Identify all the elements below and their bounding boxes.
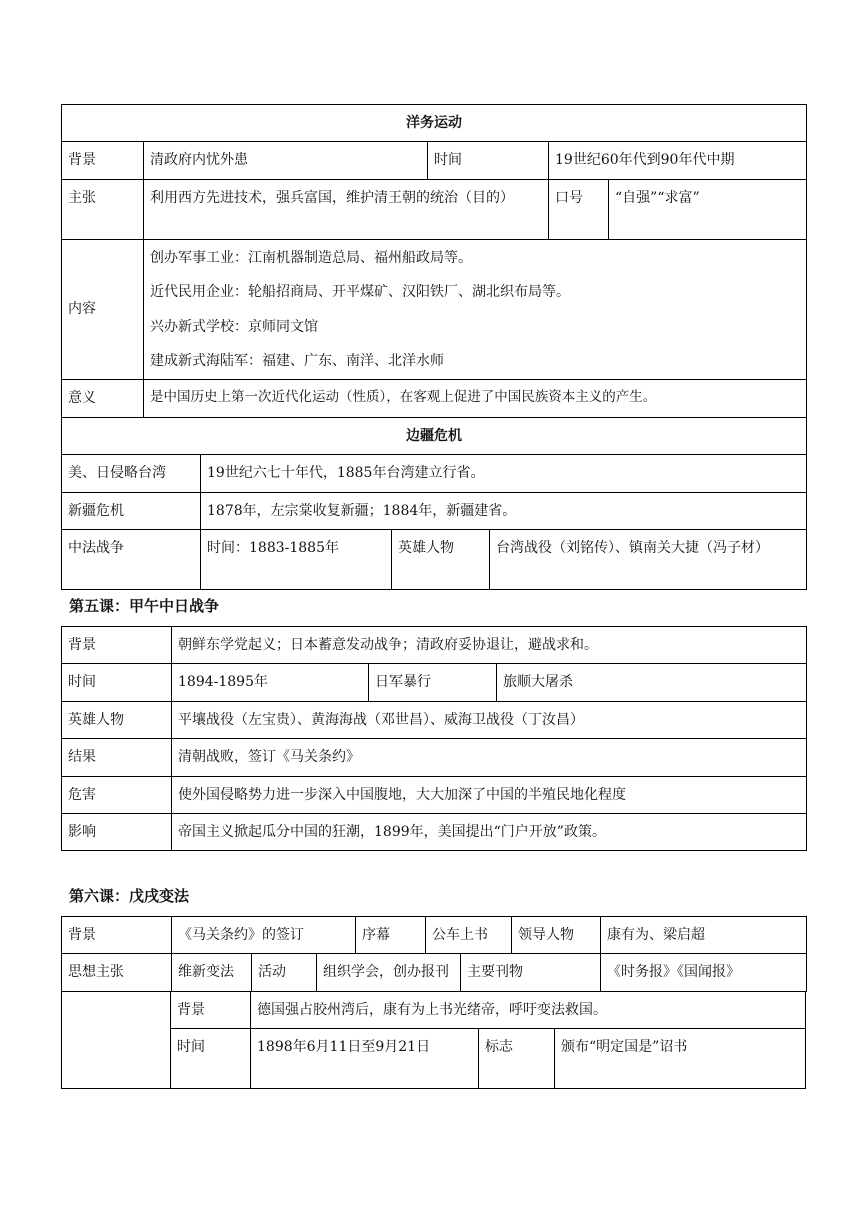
label-cell: 背景 (171, 991, 251, 1028)
lesson6-heading: 第六课：戊戌变法 (69, 887, 190, 905)
content-item: 建成新式海陆军：福建、广东、南洋、北洋水师 (150, 352, 444, 369)
label-cell: 领导人物 (512, 917, 601, 954)
lesson6-subtable-wrap (61, 991, 806, 1089)
label-cell: 时间 (62, 664, 172, 701)
value-cell: 是中国历史上第一次近代化运动（性质），在客观上促进了中国民族资本主义的产生。 (144, 380, 807, 417)
content-cell (144, 239, 807, 380)
value-cell: 清朝战败，签订《马关条约》 (172, 739, 807, 776)
value-cell: 旅顺大屠杀 (497, 664, 807, 701)
lesson5-table-block (61, 626, 806, 851)
label-cell: 意义 (62, 380, 144, 417)
value-cell: 《马关条约》的签订 (172, 917, 356, 954)
label-cell: 背景 (62, 142, 144, 179)
value-cell: 公车上书 (426, 917, 512, 954)
value-cell: 1898年6月11日至9月21日 (251, 1029, 479, 1089)
value-cell: 1878年，左宗棠收复新疆；1884年，新疆建省。 (201, 492, 807, 529)
yangwu-table (61, 104, 807, 455)
label-cell: 序幕 (356, 917, 426, 954)
label-cell: 危害 (62, 776, 172, 813)
value-cell: 19世纪六七十年代，1885年台湾建立行省。 (201, 455, 807, 492)
lesson6-table-block (61, 916, 806, 1089)
label-cell: 日军暴行 (369, 664, 497, 701)
value-cell: 台湾战役（刘铭传）、镇南关大捷（冯子材） (490, 529, 807, 589)
label-cell: 影响 (62, 813, 172, 850)
value-cell: 使外国侵略势力进一步深入中国腹地，大大加深了中国的半殖民地化程度 (172, 776, 807, 813)
lesson6-empty-cell (61, 991, 170, 1089)
label-cell: 美、日侵略台湾 (62, 455, 201, 492)
label-cell: 背景 (62, 917, 172, 954)
label-cell: 口号 (549, 179, 609, 239)
label-cell: 主要刊物 (461, 954, 601, 991)
value-cell: 清政府内忧外患 (144, 142, 428, 179)
content-item: 近代民用企业：轮船招商局、开平煤矿、汉阳铁厂、湖北织布局等。 (150, 284, 570, 301)
value-cell: 《时务报》《国闻报》 (601, 954, 807, 991)
label-cell: 时间 (171, 1029, 251, 1089)
label-cell: 内容 (62, 239, 144, 380)
lesson5-heading: 第五课：甲午中日战争 (69, 597, 220, 615)
label-cell: 中法战争 (62, 529, 201, 589)
value-cell: 帝国主义掀起瓜分中国的狂潮，1899年，美国提出“门户开放”政策。 (172, 813, 807, 850)
label-cell: 英雄人物 (62, 701, 172, 738)
label-cell: 主张 (62, 179, 144, 239)
value-cell: 组织学会，创办报刊 (317, 954, 461, 991)
value-cell: 维新变法 (172, 954, 252, 991)
content-item: 兴办新式学校：京师同文馆 (150, 318, 318, 335)
label-cell: 思想主张 (62, 954, 172, 991)
label-cell: 背景 (62, 627, 172, 664)
label-cell: 时间 (428, 142, 549, 179)
label-cell: 活动 (252, 954, 317, 991)
lesson5-table (61, 626, 807, 851)
value-cell: 颁布“明定国是”诏书 (555, 1029, 806, 1089)
border-table (61, 454, 807, 590)
lesson6-subtable (170, 991, 806, 1089)
value-cell: 19世纪60年代到90年代中期 (549, 142, 807, 179)
value-cell: 康有为、梁启超 (601, 917, 807, 954)
lesson6-table (61, 916, 807, 992)
value-cell: 时间：1883-1885年 (201, 529, 392, 589)
value-cell: “自强”“求富” (609, 179, 807, 239)
label-cell: 标志 (479, 1029, 555, 1089)
label-cell: 新疆危机 (62, 492, 201, 529)
value-cell: 利用西方先进技术，强兵富国，维护清王朝的统治（目的） (144, 179, 549, 239)
label-cell: 英雄人物 (392, 529, 490, 589)
label-cell: 结果 (62, 739, 172, 776)
yangwu-title: 洋务运动 (62, 105, 807, 142)
border-title: 边疆危机 (62, 417, 807, 454)
value-cell: 德国强占胶州湾后，康有为上书光绪帝，呼吁变法救国。 (251, 991, 806, 1028)
value-cell: 1894-1895年 (172, 664, 369, 701)
value-cell: 朝鲜东学党起义；日本蓄意发动战争；清政府妥协退让，避战求和。 (172, 627, 807, 664)
yangwu-table-block (61, 104, 806, 590)
value-cell: 平壤战役（左宝贵）、黄海海战（邓世昌）、威海卫战役（丁汝昌） (172, 701, 807, 738)
content-item: 创办军事工业：江南机器制造总局、福州船政局等。 (150, 249, 472, 266)
